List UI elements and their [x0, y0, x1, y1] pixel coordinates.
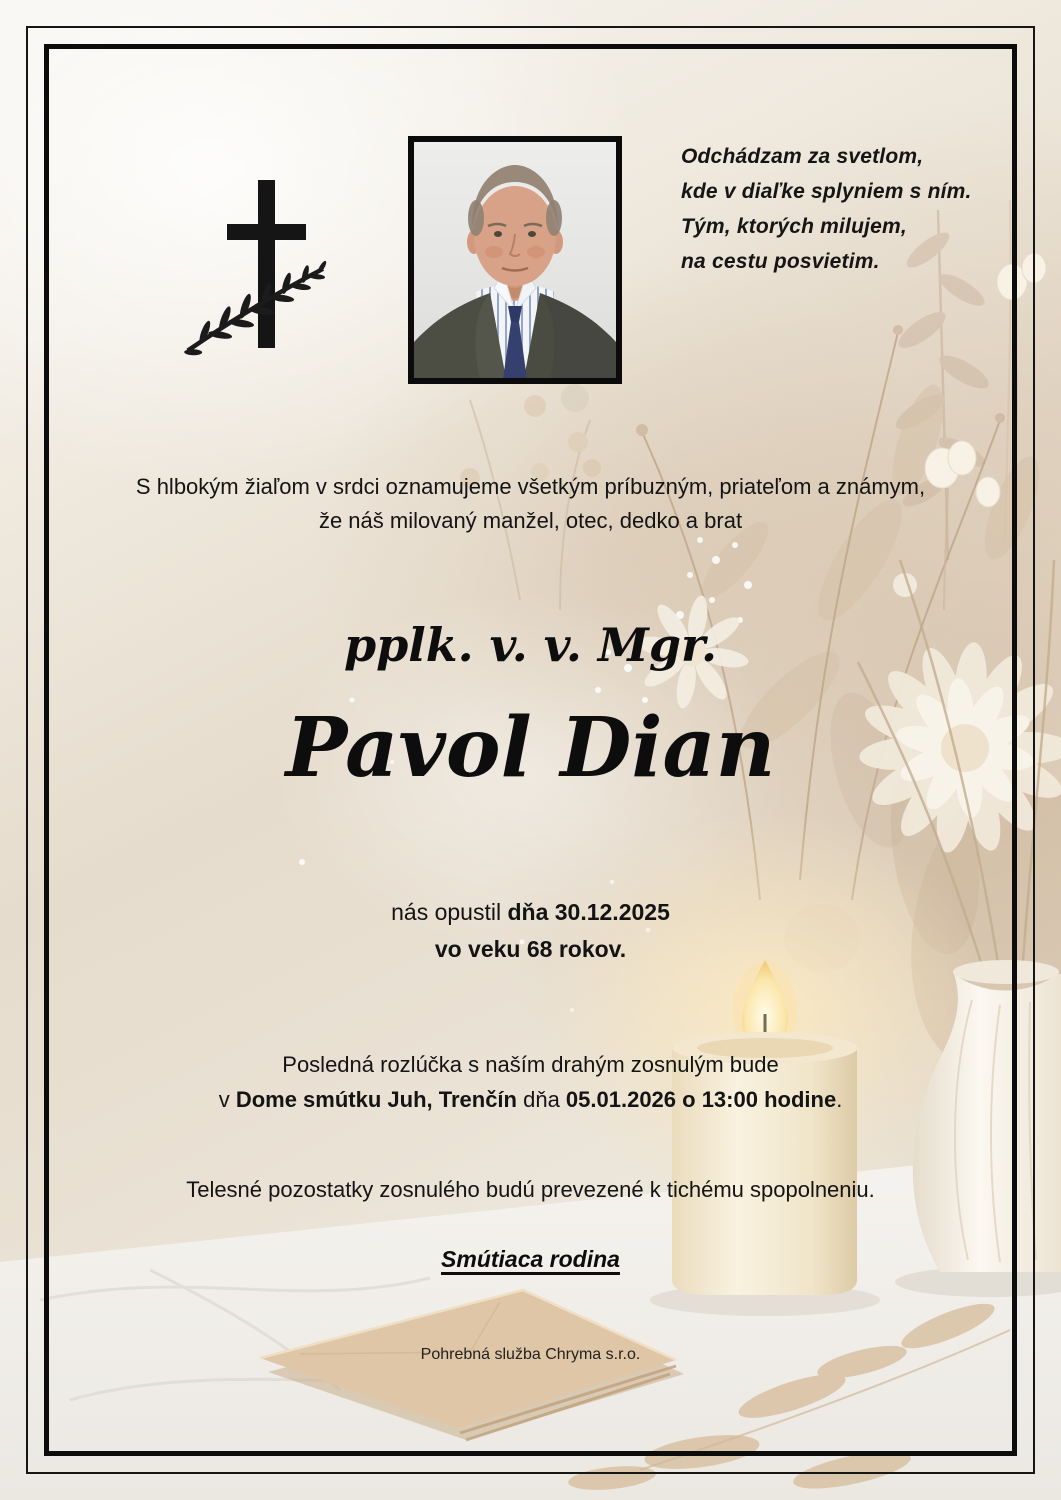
portrait-photo: [408, 136, 622, 384]
deceased-portrait-illustration: [414, 142, 616, 379]
christian-cross-icon: [150, 158, 370, 370]
poem-line: na cestu posvietim.: [681, 250, 880, 273]
cross-with-branch: [150, 158, 370, 370]
death-date-line: nás opustil dňa 30.12.2025: [391, 899, 670, 925]
farewell-line-1: Posledná rozlúčka s naším drahým zosnulým bude: [282, 1052, 779, 1077]
palm-branch-icon: [172, 251, 338, 364]
funeral-service-name: Pohrebná služba Chryma s.r.o.: [420, 1346, 641, 1363]
poem-line: kde v diaľke splyniem s ním.: [681, 180, 972, 203]
farewell-details: [0, 1047, 1061, 1117]
announcement-line-1: S hlbokým žiaľom v srdci oznamujeme všetkým príbuzným, priateľom a známym,: [135, 474, 926, 499]
poem-line: Tým, ktorých milujem,: [681, 215, 907, 238]
death-details: [0, 894, 1061, 968]
farewell-line-2: v Dome smútku Juh, Trenčín dňa 05.01.2026 o 13:00 hodine.: [218, 1087, 843, 1112]
poem-line: Odchádzam za svetlom,: [681, 145, 924, 168]
mourning-family-signature: Smútiaca rodina: [441, 1246, 620, 1272]
deceased-name: Pavol Dian: [285, 700, 776, 796]
announcement-text: [0, 470, 1061, 538]
deceased-title: pplk. v. v. Mgr.: [343, 618, 718, 672]
cremation-notice: Telesné pozostatky zosnulého budú prevezené k tichému spopolneniu.: [186, 1177, 875, 1202]
death-age-line: vo veku 68 rokov.: [434, 936, 627, 962]
announcement-line-2: že náš milovaný manžel, otec, dedko a brat: [318, 508, 743, 533]
memorial-poem: [681, 139, 972, 279]
